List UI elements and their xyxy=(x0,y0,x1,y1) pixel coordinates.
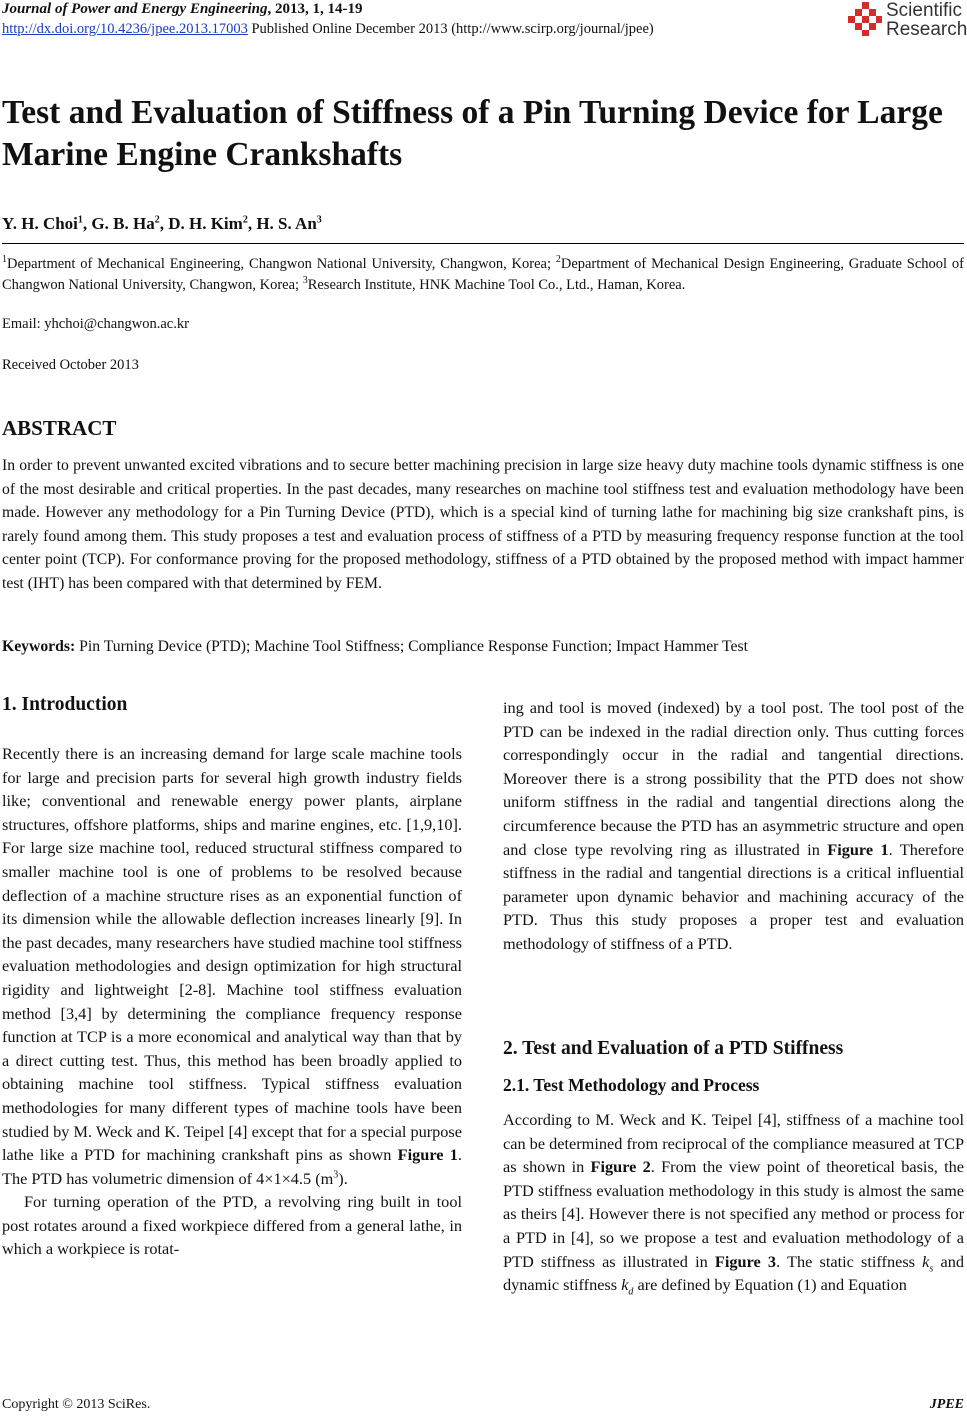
paragraph-text: . The PTD has volumetric dimension of xyxy=(2,1145,462,1188)
unit-close: ). xyxy=(338,1168,348,1188)
affiliation-text: Research Institute, HNK Machine Tool Co., Ltd., Haman, Korea. xyxy=(307,276,686,293)
figure-ref: Figure 1 xyxy=(827,839,889,859)
header-divider xyxy=(2,243,964,244)
dynamic-stiffness-symbol: k xyxy=(621,1275,629,1295)
paragraph xyxy=(503,696,964,956)
paragraph-text: . Therefore stiffness in the radial and tangential directions is a critical influential parameter upon dynamic behavior and machining accuracy of the PTD. Thus this study proposes a proper test and evaluation methodology of stiffness of a PTD. xyxy=(503,839,964,953)
paragraph: For turning operation of the PTD, a revolving ring built in tool post rotates around a fixed workpiece differed from a general lathe, in which a workpiece is rotat- xyxy=(2,1192,462,1259)
publisher-logo xyxy=(848,0,967,46)
paragraph-text: . From the view point of theoretical basis, the PTD stiffness evaluation methodology in this study is almost the same as theirs [4]. However there is not specified any method or process for a PTD in [4], so we propose a test and evaluation methodology of a PTD stiffness as illustrated in xyxy=(503,1157,964,1271)
author-affiliation-mark: 3 xyxy=(316,214,322,226)
left-column-body xyxy=(2,742,462,1261)
unit: m xyxy=(320,1168,334,1188)
right-column-body xyxy=(503,696,964,956)
paragraph-text: Recently there is an increasing demand for large scale machine tools for large and precision parts for several high growth industry fields like; conventional and renewable energy power plants, airplane structures, offshore platforms, ships and marine engines, etc. [1,9,10]. For large size machine tool, reduced structural stiffness compared to smaller machine tool is one of problems to be resolved because deflection of a machine structure rises as an exponential function of its dimension while the allowable deflection increases linearly [9]. In the past decades, many researchers have studied machine tool stiffness evaluation methodologies and design optimization for high structural rigidity and lightweight [2-8]. Machine tool stiffness evaluation method [3,4] by determining the compliance frequency response function at TCP is a more economical and analytical way than that by a direct cutting test. Thus, this method has been broadly applied to obtaining machine tool stiffness. Typical stiffness evaluation methodologies for many different types of machine tools have been studied by M. Weck and K. Teipel [4] except that for a special purpose lathe like a PTD for machining crankshaft pins as shown xyxy=(2,744,462,1165)
section-heading-test-evaluation: 2. Test and Evaluation of a PTD Stiffness xyxy=(503,1038,844,1059)
journal-name: Journal of Power and Energy Engineering xyxy=(2,1,268,17)
keywords xyxy=(2,638,964,656)
logo-text-line2: Research xyxy=(886,19,967,40)
author-name: D. H. Kim xyxy=(168,214,243,233)
figure-ref: Figure 1 xyxy=(397,1145,458,1165)
author-name: G. B. Ha xyxy=(91,214,155,233)
affiliation-mark: 2 xyxy=(555,254,561,266)
dimension-formula: 4×1×4.5 xyxy=(256,1168,312,1188)
affiliation-text: Department of Mechanical Design Engineering, Graduate School of Changwon National University, Changwon, Korea; xyxy=(2,256,964,293)
author-name: H. S. An xyxy=(256,214,317,233)
unit-exponent: 3 xyxy=(333,1169,339,1181)
section-heading-introduction: 1. Introduction xyxy=(2,694,128,715)
affiliation-mark: 3 xyxy=(302,274,308,286)
author-affiliation-mark: 2 xyxy=(154,214,160,226)
keywords-label: Keywords: xyxy=(2,638,76,655)
paragraph-text: . The static stiffness xyxy=(776,1251,923,1271)
keywords-text: Pin Turning Device (PTD); Machine Tool Stiffness; Compliance Response Function; Impact Hammer Test xyxy=(75,638,748,655)
paragraph-text: and dynamic stiffness xyxy=(503,1251,964,1295)
doi-link[interactable]: http://dx.doi.org/10.4236/jpee.2013.17003 xyxy=(2,21,248,37)
dynamic-stiffness-subscript: d xyxy=(628,1286,634,1298)
author-list: Y. H. Choi$^1$, G. B. Ha$^2$, D. H. Kim$^2$, H. S. An$^3$ xyxy=(2,214,322,233)
author-name: Y. H. Choi xyxy=(2,214,78,233)
affiliation-mark: 1 xyxy=(2,254,7,266)
received-date: Received October 2013 xyxy=(2,357,139,373)
doi-line xyxy=(2,21,654,38)
author-affiliation-mark: 2 xyxy=(242,214,248,226)
static-stiffness-symbol: k xyxy=(922,1251,930,1271)
footer-copyright: Copyright © 2013 SciRes. xyxy=(2,1397,151,1412)
figure-ref: Figure 2 xyxy=(590,1157,651,1177)
journal-header xyxy=(2,1,362,18)
figure-ref: Figure 3 xyxy=(714,1251,777,1271)
abstract-heading: ABSTRACT xyxy=(2,416,117,440)
affiliations xyxy=(2,254,964,295)
unit-open: ( xyxy=(311,1168,321,1188)
published-note: Published Online December 2013 (http://www.scirp.org/journal/jpee) xyxy=(247,21,654,37)
journal-volume: , 2013, 1, 14-19 xyxy=(267,1,363,17)
contact-email: Email: yhchoi@changwon.ac.kr xyxy=(2,316,189,332)
logo-text-line1: Scientific xyxy=(886,0,963,21)
paragraph xyxy=(2,742,462,1190)
paragraph-text: are defined by Equation (1) and Equation xyxy=(633,1275,907,1295)
abstract-text: In order to prevent unwanted excited vibrations and to secure better machining precision in large size heavy duty machine tools dynamic stiffness is one of the most desirable and critical properties. In the past decades, many researches on machine tool stiffness test and evaluation methodology have been made. However any methodology for a Pin Turning Device (PTD), which is a special kind of turning lathe for machining big size crankshaft pins, is rarely found among them. This study proposes a test and evaluation process of stiffness of a PTD by measuring frequency response function at the tool center point (TCP). For conformance proving for the proposed methodology, stiffness of a PTD obtained by the proposed method with impact hammer test (IHT) has been compared with that determined by FEM. xyxy=(2,457,964,592)
affiliation-text: Department of Mechanical Engineering, Changwon National University, Changwon, Korea; xyxy=(7,256,556,272)
section2-body xyxy=(503,1108,964,1297)
author-affiliation-mark: 1 xyxy=(77,214,83,226)
paragraph-text: ing and tool is moved (indexed) by a tool post. The tool post of the PTD can be indexed in the radial direction only. Thus cutting forces correspondingly occur in the radial and tangential directions. Moreover there is a strong possibility that the PTD does not show uniform stiffness in the radial and tangential directions along the circumference because the PTD has an asymmetric structure and open and close type revolving ring as illustrated in xyxy=(503,698,964,859)
paper-title: Test and Evaluation of Stiffness of a Pin Turning Device for Large Marine Engine Crankshafts xyxy=(2,94,943,173)
static-stiffness-subscript: s xyxy=(929,1262,934,1274)
subsection-heading-methodology: 2.1. Test Methodology and Process xyxy=(503,1075,760,1095)
paragraph-text: According to M. Weck and K. Teipel [4], stiffness of a machine tool can be determined from reciprocal of the compliance measured at TCP as shown in xyxy=(503,1110,964,1177)
paragraph xyxy=(503,1108,964,1297)
footer-journal: JPEE xyxy=(929,1397,964,1412)
scirp-logo-icon xyxy=(848,2,882,36)
